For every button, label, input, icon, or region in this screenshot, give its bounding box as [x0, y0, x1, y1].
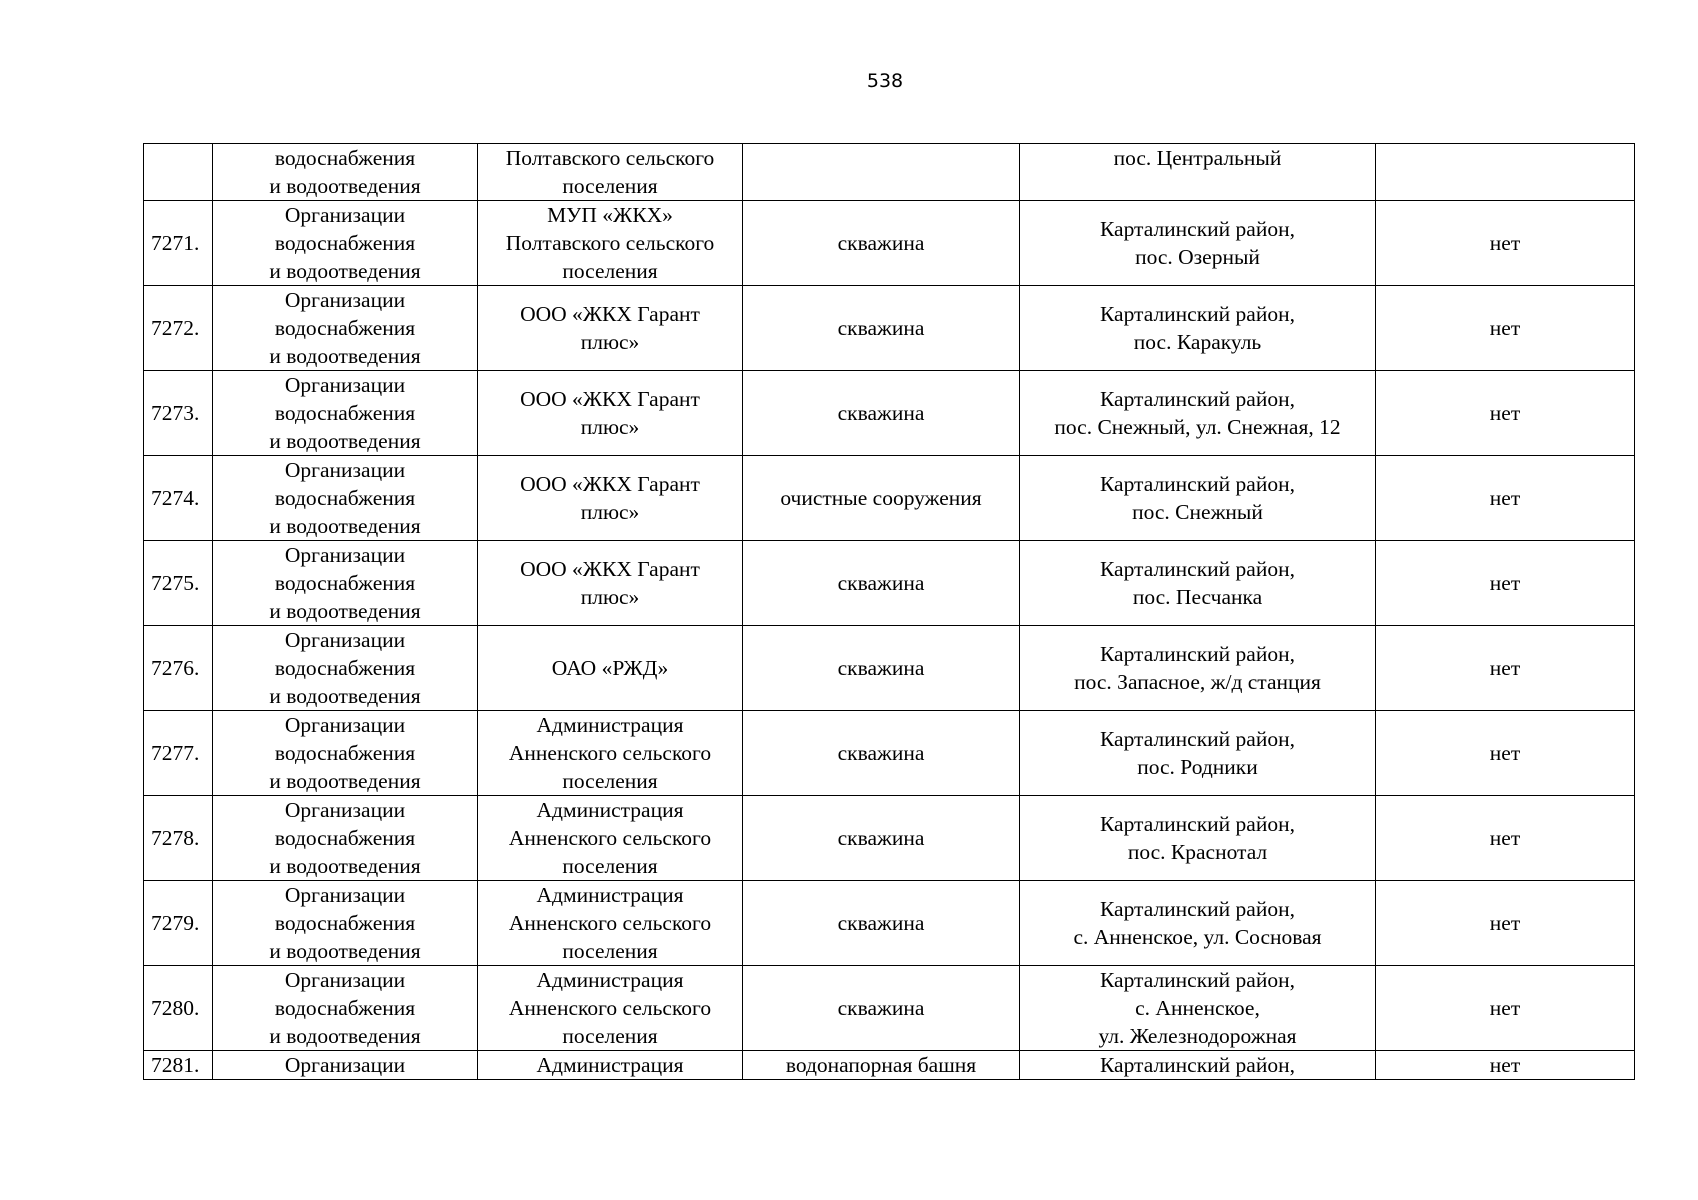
- organization-line: МУП «ЖКХ»: [547, 203, 673, 227]
- address-line: Карталинский район,: [1099, 217, 1295, 241]
- row-number-cell: 7277.: [144, 711, 213, 796]
- status-cell: нет: [1376, 541, 1635, 626]
- category-cell: [213, 541, 478, 626]
- category-cell: [213, 711, 478, 796]
- row-number-cell: 7275.: [144, 541, 213, 626]
- address-line: пос. Песчанка: [1132, 585, 1263, 609]
- status-cell: нет: [1376, 201, 1635, 286]
- organization-line: поселения: [562, 259, 658, 283]
- object-cell: водонапорная башня: [743, 1051, 1020, 1080]
- category-line: Организации: [284, 288, 406, 312]
- object-cell: скважина: [743, 966, 1020, 1051]
- category-line: и водоотведения: [269, 769, 421, 793]
- object-cell: [743, 144, 1020, 201]
- category-line: Организации: [284, 798, 406, 822]
- organization-line: Анненского сельского: [508, 996, 712, 1020]
- object-cell: скважина: [743, 626, 1020, 711]
- row-number-cell: 7273.: [144, 371, 213, 456]
- address-line: Карталинский район,: [1099, 387, 1295, 411]
- address-cell: [1020, 286, 1376, 371]
- address-line: пос. Родники: [1137, 755, 1258, 779]
- status-cell: нет: [1376, 456, 1635, 541]
- address-line: Карталинский район,: [1099, 472, 1295, 496]
- organization-line: ООО «ЖКХ Гарант: [520, 387, 700, 411]
- category-line: Организации: [284, 968, 406, 992]
- address-cell: [1020, 144, 1376, 201]
- address-line: Карталинский район,: [1099, 897, 1295, 921]
- address-line: Карталинский район,: [1099, 968, 1295, 992]
- status-cell: нет: [1376, 1051, 1635, 1080]
- category-line: и водоотведения: [269, 939, 421, 963]
- category-cell: [213, 456, 478, 541]
- status-cell: [1376, 144, 1635, 201]
- category-line: Организации: [284, 628, 406, 652]
- status-cell: нет: [1376, 711, 1635, 796]
- category-cell: [213, 144, 478, 201]
- category-cell: [213, 881, 478, 966]
- address-cell: [1020, 1051, 1376, 1080]
- category-cell: [213, 201, 478, 286]
- organization-line: Полтавского сельского: [505, 146, 715, 170]
- table-row: [144, 286, 1635, 371]
- category-line: и водоотведения: [269, 1024, 421, 1048]
- category-cell: [213, 796, 478, 881]
- address-line: пос. Каракуль: [1133, 330, 1262, 354]
- address-line: ул. Железнодорожная: [1098, 1024, 1297, 1048]
- object-cell: скважина: [743, 541, 1020, 626]
- organization-line: поселения: [562, 1024, 658, 1048]
- address-cell: [1020, 456, 1376, 541]
- organization-line: Анненского сельского: [508, 911, 712, 935]
- row-number-cell: [144, 144, 213, 201]
- table-row: [144, 796, 1635, 881]
- table-row-continuation: [144, 144, 1635, 201]
- status-cell: нет: [1376, 966, 1635, 1051]
- organization-cell: [478, 456, 743, 541]
- object-cell: скважина: [743, 201, 1020, 286]
- category-line: водоснабжения: [274, 486, 416, 510]
- object-cell: скважина: [743, 796, 1020, 881]
- row-number-cell: 7281.: [144, 1051, 213, 1080]
- address-cell: [1020, 881, 1376, 966]
- category-line: водоснабжения: [274, 316, 416, 340]
- address-line: Карталинский район,: [1099, 727, 1295, 751]
- organization-line: поселения: [562, 174, 658, 198]
- category-line: водоснабжения: [274, 401, 416, 425]
- organization-line: Администрация: [536, 798, 684, 822]
- category-line: и водоотведения: [269, 854, 421, 878]
- address-cell: [1020, 711, 1376, 796]
- status-cell: нет: [1376, 881, 1635, 966]
- category-cell: [213, 286, 478, 371]
- table-row: [144, 456, 1635, 541]
- address-cell: [1020, 626, 1376, 711]
- category-line: и водоотведения: [269, 174, 421, 198]
- category-line: Организации: [284, 203, 406, 227]
- row-number-cell: 7274.: [144, 456, 213, 541]
- organization-line: поселения: [562, 939, 658, 963]
- organization-line: поселения: [562, 769, 658, 793]
- category-line: и водоотведения: [269, 599, 421, 623]
- organization-line: Анненского сельского: [508, 826, 712, 850]
- organization-cell: [478, 371, 743, 456]
- status-cell: нет: [1376, 796, 1635, 881]
- address-line: Карталинский район,: [1099, 557, 1295, 581]
- category-line: водоснабжения: [274, 741, 416, 765]
- category-line: водоснабжения: [274, 656, 416, 680]
- organization-line: поселения: [562, 854, 658, 878]
- object-cell: скважина: [743, 881, 1020, 966]
- organization-cell: [478, 881, 743, 966]
- organization-line: плюс»: [580, 500, 640, 524]
- address-line: Карталинский район,: [1099, 642, 1295, 666]
- table-body: [144, 144, 1635, 1080]
- organization-line: ООО «ЖКХ Гарант: [520, 557, 700, 581]
- table-row: [144, 201, 1635, 286]
- category-line: Организации: [284, 458, 406, 482]
- category-line: и водоотведения: [269, 429, 421, 453]
- organization-cell: [478, 541, 743, 626]
- organization-line: Администрация: [536, 1053, 684, 1077]
- organization-cell: [478, 626, 743, 711]
- category-line: и водоотведения: [269, 344, 421, 368]
- object-cell: скважина: [743, 711, 1020, 796]
- status-cell: нет: [1376, 371, 1635, 456]
- organization-cell: [478, 711, 743, 796]
- category-line: водоснабжения: [274, 996, 416, 1020]
- address-line: пос. Озерный: [1135, 245, 1260, 269]
- row-number-cell: 7272.: [144, 286, 213, 371]
- category-line: водоснабжения: [274, 231, 416, 255]
- table-row: [144, 881, 1635, 966]
- address-line: пос. Центральный: [1113, 146, 1282, 170]
- address-cell: [1020, 201, 1376, 286]
- category-line: Организации: [284, 1053, 406, 1077]
- table-row: [144, 1051, 1635, 1080]
- status-cell: нет: [1376, 626, 1635, 711]
- address-line: пос. Краснотал: [1127, 840, 1268, 864]
- table-row: [144, 711, 1635, 796]
- address-line: пос. Запасное, ж/д станция: [1074, 670, 1321, 694]
- row-number-cell: 7280.: [144, 966, 213, 1051]
- address-line: Карталинский район,: [1099, 1053, 1295, 1077]
- organization-line: ООО «ЖКХ Гарант: [520, 472, 700, 496]
- registry-table: [143, 143, 1635, 1080]
- address-cell: [1020, 796, 1376, 881]
- category-line: Организации: [284, 713, 406, 737]
- category-line: водоснабжения: [274, 911, 416, 935]
- organization-line: Анненского сельского: [508, 741, 712, 765]
- object-cell: очистные сооружения: [743, 456, 1020, 541]
- category-line: водоснабжения: [274, 826, 416, 850]
- organization-line: Администрация: [536, 968, 684, 992]
- table-row: [144, 966, 1635, 1051]
- category-line: водоснабжения: [274, 571, 416, 595]
- address-line: с. Анненское, ул. Сосновая: [1073, 925, 1322, 949]
- address-line: пос. Снежный, ул. Снежная, 12: [1054, 415, 1341, 439]
- category-line: и водоотведения: [269, 259, 421, 283]
- row-number-cell: 7276.: [144, 626, 213, 711]
- table-row: [144, 541, 1635, 626]
- address-line: Карталинский район,: [1099, 812, 1295, 836]
- organization-cell: [478, 966, 743, 1051]
- category-line: Организации: [284, 543, 406, 567]
- category-cell: [213, 1051, 478, 1080]
- address-cell: [1020, 371, 1376, 456]
- address-line: с. Анненское,: [1135, 996, 1260, 1020]
- category-cell: [213, 966, 478, 1051]
- organization-line: плюс»: [580, 585, 640, 609]
- row-number-cell: 7278.: [144, 796, 213, 881]
- address-cell: [1020, 541, 1376, 626]
- table-row: [144, 626, 1635, 711]
- organization-line: ОАО «РЖД»: [551, 656, 669, 680]
- row-number-cell: 7279.: [144, 881, 213, 966]
- category-line: и водоотведения: [269, 514, 421, 538]
- category-line: Организации: [284, 883, 406, 907]
- organization-cell: [478, 144, 743, 201]
- category-cell: [213, 371, 478, 456]
- address-line: Карталинский район,: [1099, 302, 1295, 326]
- object-cell: скважина: [743, 371, 1020, 456]
- organization-line: ООО «ЖКХ Гарант: [520, 302, 700, 326]
- category-line: и водоотведения: [269, 684, 421, 708]
- status-cell: нет: [1376, 286, 1635, 371]
- page-number: 538: [866, 70, 904, 92]
- organization-line: Администрация: [536, 713, 684, 737]
- object-cell: скважина: [743, 286, 1020, 371]
- address-line: пос. Снежный: [1132, 500, 1263, 524]
- organization-cell: [478, 796, 743, 881]
- category-cell: [213, 626, 478, 711]
- organization-cell: [478, 201, 743, 286]
- address-cell: [1020, 966, 1376, 1051]
- organization-line: плюс»: [580, 415, 640, 439]
- table-row: [144, 371, 1635, 456]
- organization-line: плюс»: [580, 330, 640, 354]
- category-line: Организации: [284, 373, 406, 397]
- row-number-cell: 7271.: [144, 201, 213, 286]
- organization-cell: [478, 286, 743, 371]
- organization-line: Полтавского сельского: [505, 231, 715, 255]
- organization-cell: [478, 1051, 743, 1080]
- organization-line: Администрация: [536, 883, 684, 907]
- category-line: водоснабжения: [274, 146, 416, 170]
